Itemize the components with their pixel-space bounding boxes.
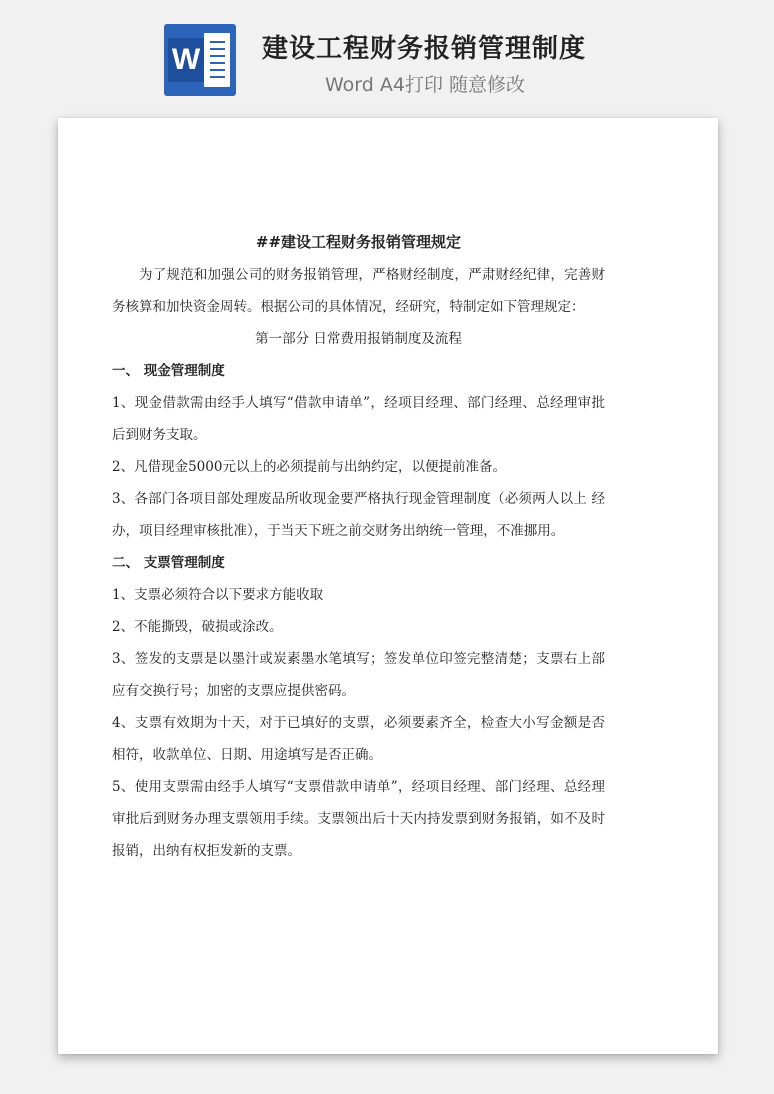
banner [0, 0, 774, 110]
part-heading: 第一部分 日常费用报销制度及流程 [255, 331, 462, 347]
list-item: 1、支票必须符合以下要求方能收取 [112, 587, 324, 603]
list-item: 2、不能撕毁，破损或涂改。 [112, 619, 283, 635]
list-item: 1、现金借款需由经手人填写“借款申请单”，经项目经理、部门经理、总经理审批后到财务支取。 [112, 395, 605, 443]
list-item: 4、支票有效期为十天，对于已填好的支票，必须要素齐全，检查大小写金额是否相符，收款单位、日期、用途填写是否正确。 [112, 715, 605, 763]
banner-subtitle: Word A4打印 随意修改 [325, 74, 526, 96]
list-item: 2、凡借现金5000元以上的必须提前与出纳约定，以便提前准备。 [112, 459, 506, 475]
word-letter: W [168, 38, 204, 82]
banner-title: 建设工程财务报销管理制度 [262, 34, 587, 64]
list-item: 3、签发的支票是以墨汁或炭素墨水笔填写；签发单位印签完整清楚；支票右上部应有交换行号；加密的支票应提供密码。 [112, 651, 605, 699]
list-item: 3、各部门各项目部处理废品所收现金要严格执行现金管理制度（必须两人以上 经办，项目经理审核批准），于当天下班之前交财务出纳统一管理，不准挪用。 [112, 491, 605, 539]
document-body [112, 225, 605, 867]
section-heading-cheque: 二、 支票管理制度 [112, 555, 225, 571]
document-lines-icon [204, 33, 230, 87]
list-item: 5、使用支票需由经手人填写“支票借款申请单”，经项目经理、部门经理、总经理审批后到财务办理支票领用手续。支票领出后十天内持发票到财务报销，如不及时报销，出纳有权拒发新的支票。 [112, 779, 605, 859]
intro-paragraph: 为了规范和加强公司的财务报销管理，严格财经制度，严肃财经纪律，完善财务核算和加快资金周转。根据公司的具体情况，经研究，特制定如下管理规定： [112, 267, 605, 315]
word-logo-icon [164, 24, 236, 96]
section-heading-cash: 一、 现金管理制度 [112, 363, 225, 379]
document-title: ##建设工程财务报销管理规定 [255, 233, 462, 251]
